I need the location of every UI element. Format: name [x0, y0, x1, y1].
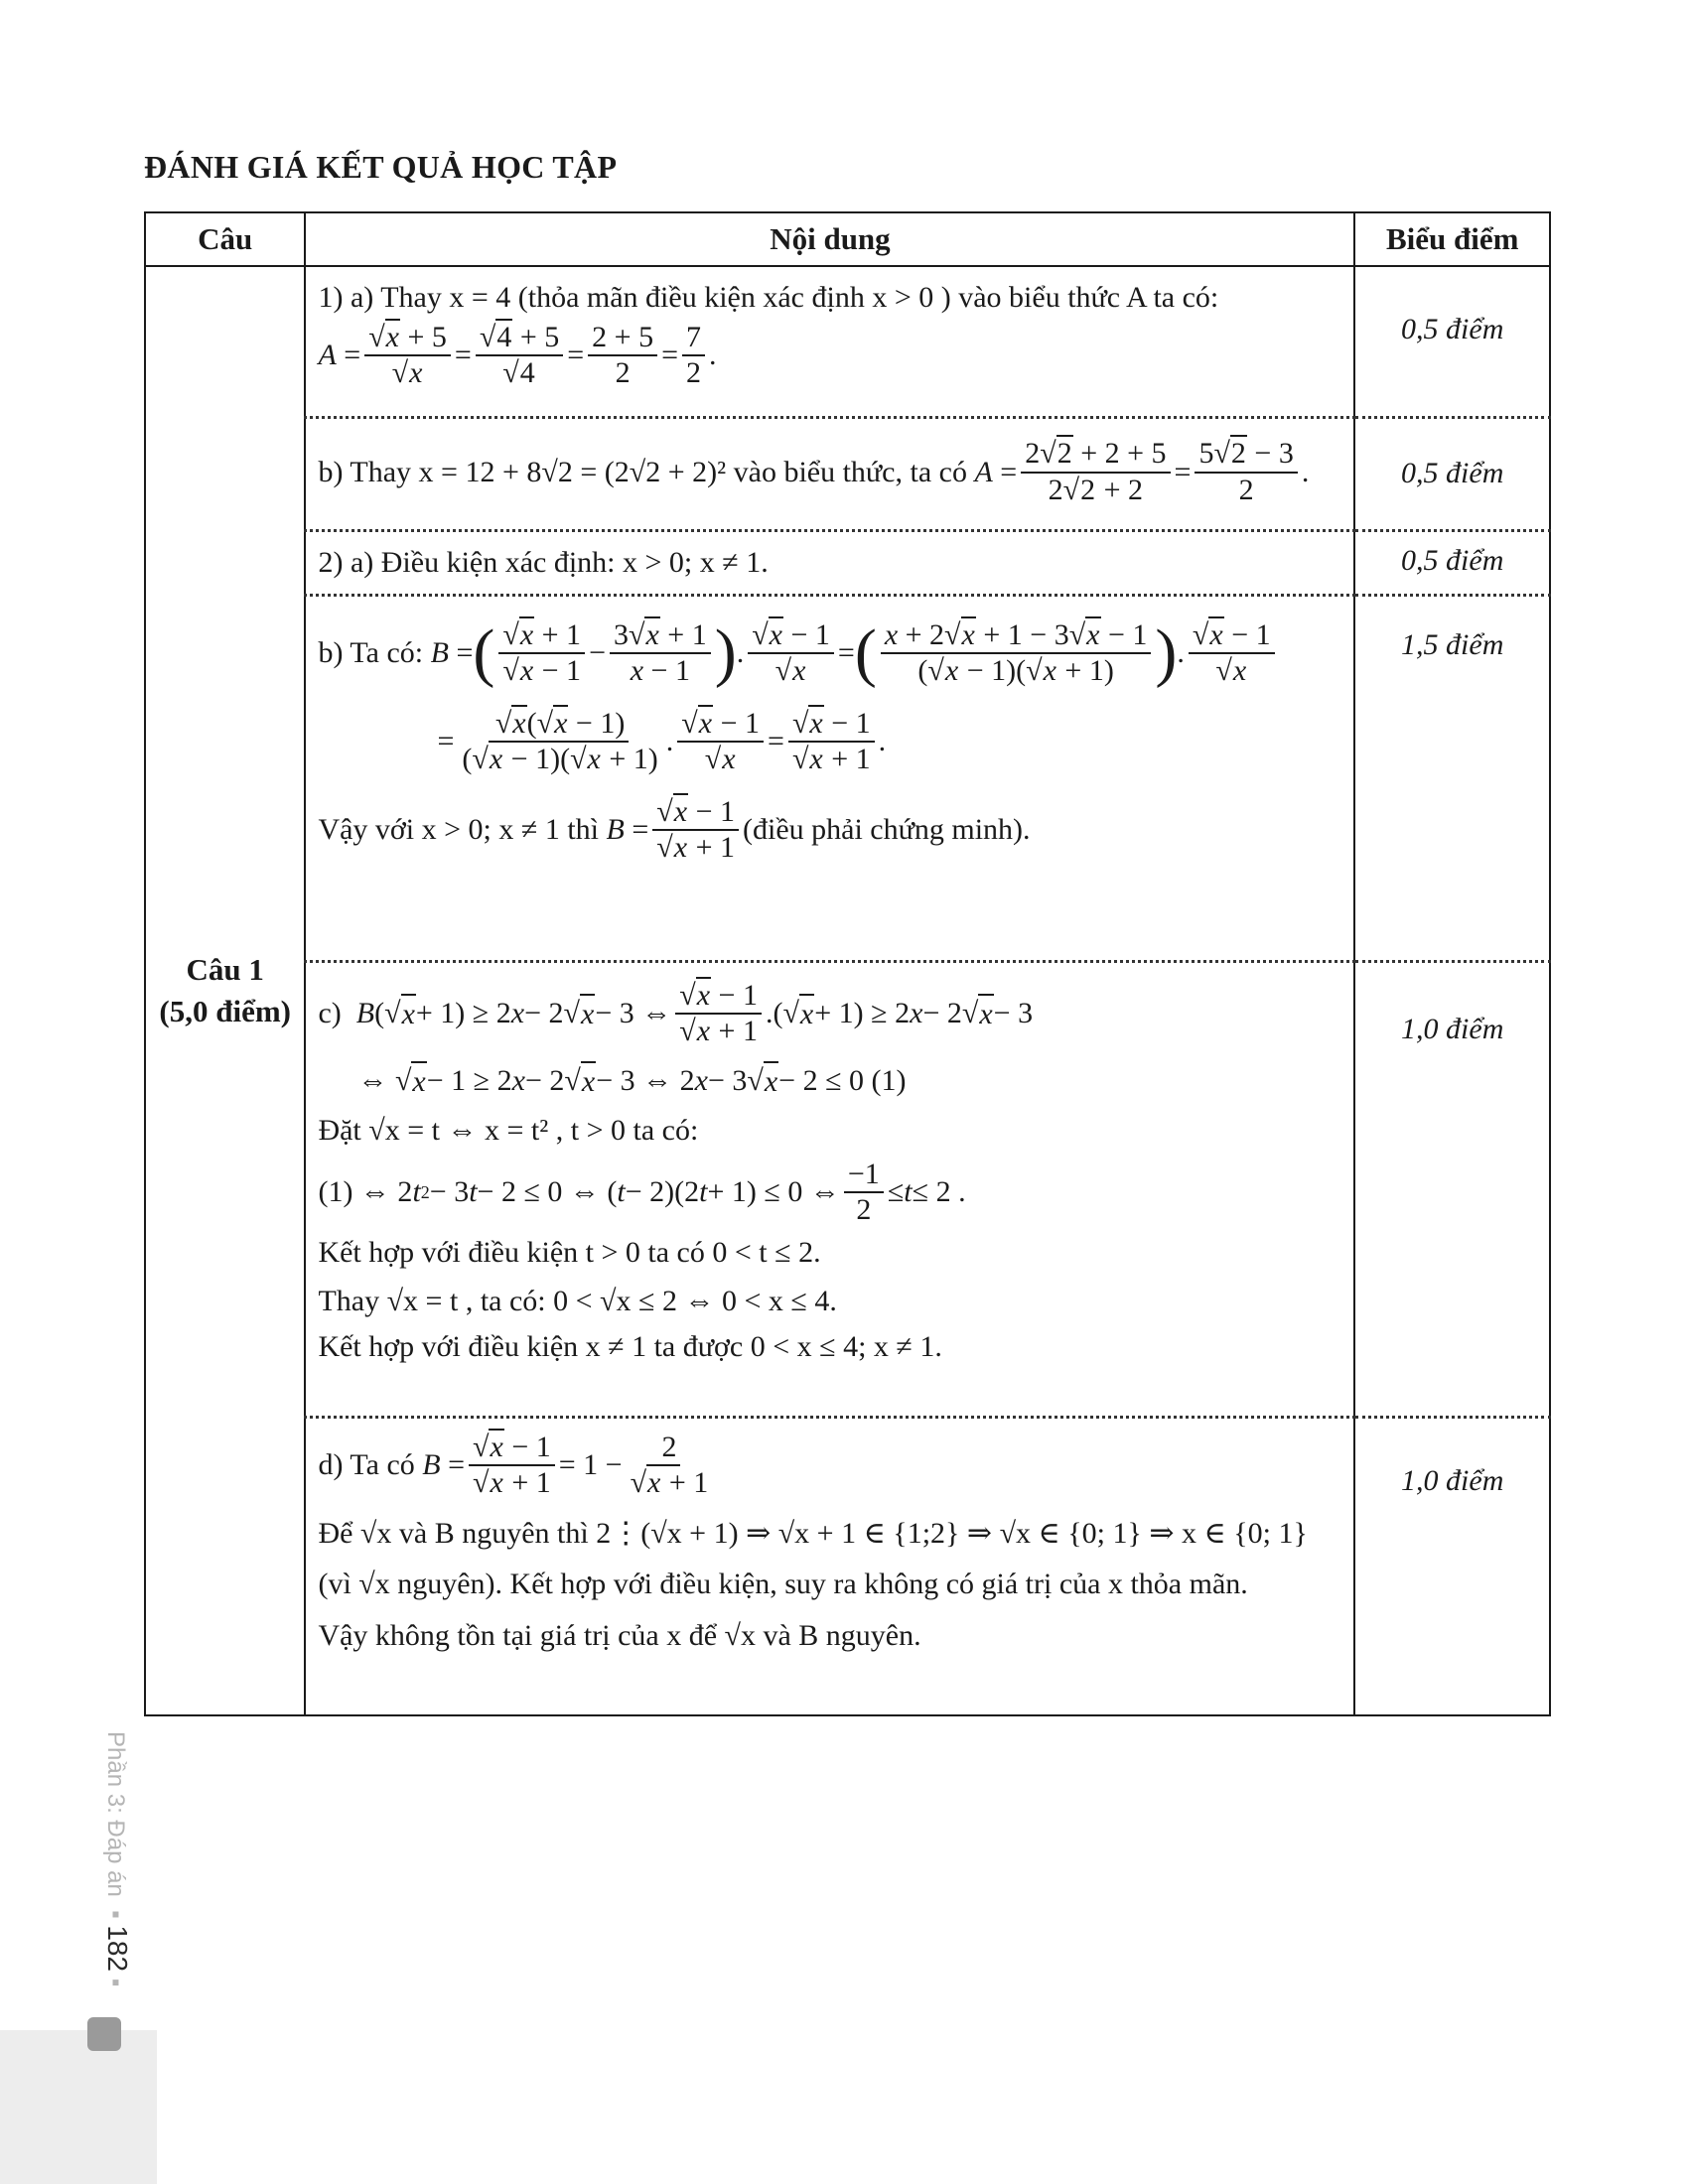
content-2a [305, 531, 1354, 596]
text-2d-3: (vì √x nguyên). Kết hợp với điều kiện, suy ra không có giá trị của x thỏa mãn. [318, 1568, 1248, 1600]
page-corner-shade [0, 2030, 157, 2184]
text-2c-3: Đặt √x = t ⇔ x = t² , t > 0 ta có: [318, 1114, 699, 1147]
formula-2c-1: c) B (√ x + 1) ≥ 2 x − 2√ x − 3 ⇔ $\frac{√x - 1}{√x + 1}$ .(√ x + 1) ≥ 2 x − 2√ x − 3 [318, 978, 1034, 1047]
text-1a-intro: 1) a) Thay x = 4 (thỏa mãn điều kiện xác định x > 0 ) vào biểu thức A ta có: [318, 281, 1219, 314]
formula-2b-2: = $\frac{√x(√x - 1)}{(√x - 1)(√x + 1)}$ . $\frac{√x - 1}{√x}$ = $\frac{√x - 1}{√x + 1}$ . [437, 706, 887, 775]
section-heading: ĐÁNH GIÁ KẾT QUẢ HỌC TẬP [144, 149, 618, 185]
content-2c [305, 961, 1354, 1417]
text-2d-prefix: d) Ta có [318, 1448, 415, 1482]
text-2c-5: Kết hợp với điều kiện t > 0 ta có 0 < t ≤ 2. [318, 1235, 821, 1269]
table-row [145, 266, 1550, 418]
text-2b-prefix: b) Ta có: [318, 636, 424, 670]
side-footer: Phần 3: Đáp án ▪ 182 ▪ [102, 1731, 133, 1987]
text-2b-conclusion-post: (điều phải chứng minh). [743, 813, 1031, 847]
table-row [145, 595, 1550, 961]
formula-1a: A = $\frac{√x + 5}{√x}$ = $\frac{√4 + 5}{√4}$ = $\frac{2 + 5}{2}$ = $\frac{7}{2}$ . [318, 320, 717, 389]
text-2b-conclusion-pre: Vậy với x > 0; x ≠ 1 thì [318, 813, 600, 847]
text-2c-6: Thay √x = t , ta có: 0 < √x ≤ 2 ⇔ 0 < x ≤ 4. [318, 1285, 837, 1317]
text-2c-7: Kết hợp với điều kiện x ≠ 1 ta được 0 < x ≤ 4; x ≠ 1. [318, 1329, 942, 1363]
formula-2c-4: (1) ⇔ 2 t 2 − 3 t − 2 ≤ 0 ⇔ ( t − 2)(2 t + 1) ≤ 0 ⇔ $\frac{-1}{2}$ ≤ t ≤ 2 . [318, 1157, 966, 1226]
question-cell [145, 266, 305, 1715]
score-1b: 0,5 điểm [1354, 418, 1550, 531]
score-2a: 0,5 điểm [1354, 531, 1550, 596]
header-score: Biểu điểm [1354, 212, 1550, 266]
side-section-label: Phần 3: Đáp án [102, 1731, 129, 1897]
formula-1b: b) Thay x = 12 + 8√2 = (2√2 + 2)² vào biểu thức, ta có A = $\frac{2√2 + 2 + 5}{2√2 + 2}$ = $\frac{5√2 - 3}{2}$ . [318, 437, 1310, 506]
question-label: Câu 1 [186, 951, 264, 987]
table-row [145, 418, 1550, 531]
table-row [145, 531, 1550, 596]
score-2b: 1,5 điểm [1354, 595, 1550, 961]
formula-2b-3: Vậy với x > 0; x ≠ 1 thì B = $\frac{√x - 1}{√x + 1}$ (điều phải chứng minh). [318, 794, 1031, 864]
score-1a: 0,5 điểm [1354, 266, 1550, 418]
content-2b [305, 595, 1354, 961]
text-1b-prefix: b) Thay x = 12 + 8√2 = (2√2 + 2)² vào biểu thức, ta có [318, 455, 967, 488]
content-1a [305, 266, 1354, 418]
page-number: 182 [102, 1925, 133, 1973]
table-row [145, 1417, 1550, 1715]
table-row [145, 961, 1550, 1417]
header-question: Câu [145, 212, 305, 266]
page-tab-marker [87, 2017, 121, 2051]
table-header-row [145, 212, 1550, 266]
text-2d-2: Để √x và B nguyên thì 2⋮(√x + 1) ⇒ √x + 1 ∈ {1;2} ⇒ √x ∈ {0; 1} ⇒ x ∈ {0; 1} [318, 1516, 1308, 1550]
score-2d: 1,0 điểm [1354, 1417, 1550, 1715]
formula-2d-1: d) Ta có B = $\frac{√x - 1}{√x + 1}$ = 1 − $\frac{2}{√x + 1}$ [318, 1430, 709, 1499]
grading-table [144, 211, 1551, 1716]
question-points: (5,0 điểm) [159, 993, 292, 1028]
formula-2c-2: ⇔ √ x − 1 ≥ 2 x − 2√ x − 3 ⇔ 2 x − 3√ x − 2 ≤ 0 (1) [318, 1061, 1341, 1101]
text-2d-4: Vậy không tồn tại giá trị của x để √x và B nguyên. [318, 1618, 921, 1652]
formula-2b-1: b) Ta có: B = ( $\frac{√x + 1}{√x - 1}$ − $\frac{3√x + 1}{x - 1}$ ) . $\frac{√x - 1}{√x}$ = ( $\frac{x + 2√x + 1 - 3√x - 1}{(√x - 1)(√x + 1)}$ ) . $\frac{√x - 1}{√x}$ [318, 618, 1341, 689]
content-2d [305, 1417, 1354, 1715]
content-1b [305, 418, 1354, 531]
text-2a: 2) a) Điều kiện xác định: x > 0; x ≠ 1. [318, 546, 769, 579]
header-content: Nội dung [305, 212, 1354, 266]
score-2c: 1,0 điểm [1354, 961, 1550, 1417]
